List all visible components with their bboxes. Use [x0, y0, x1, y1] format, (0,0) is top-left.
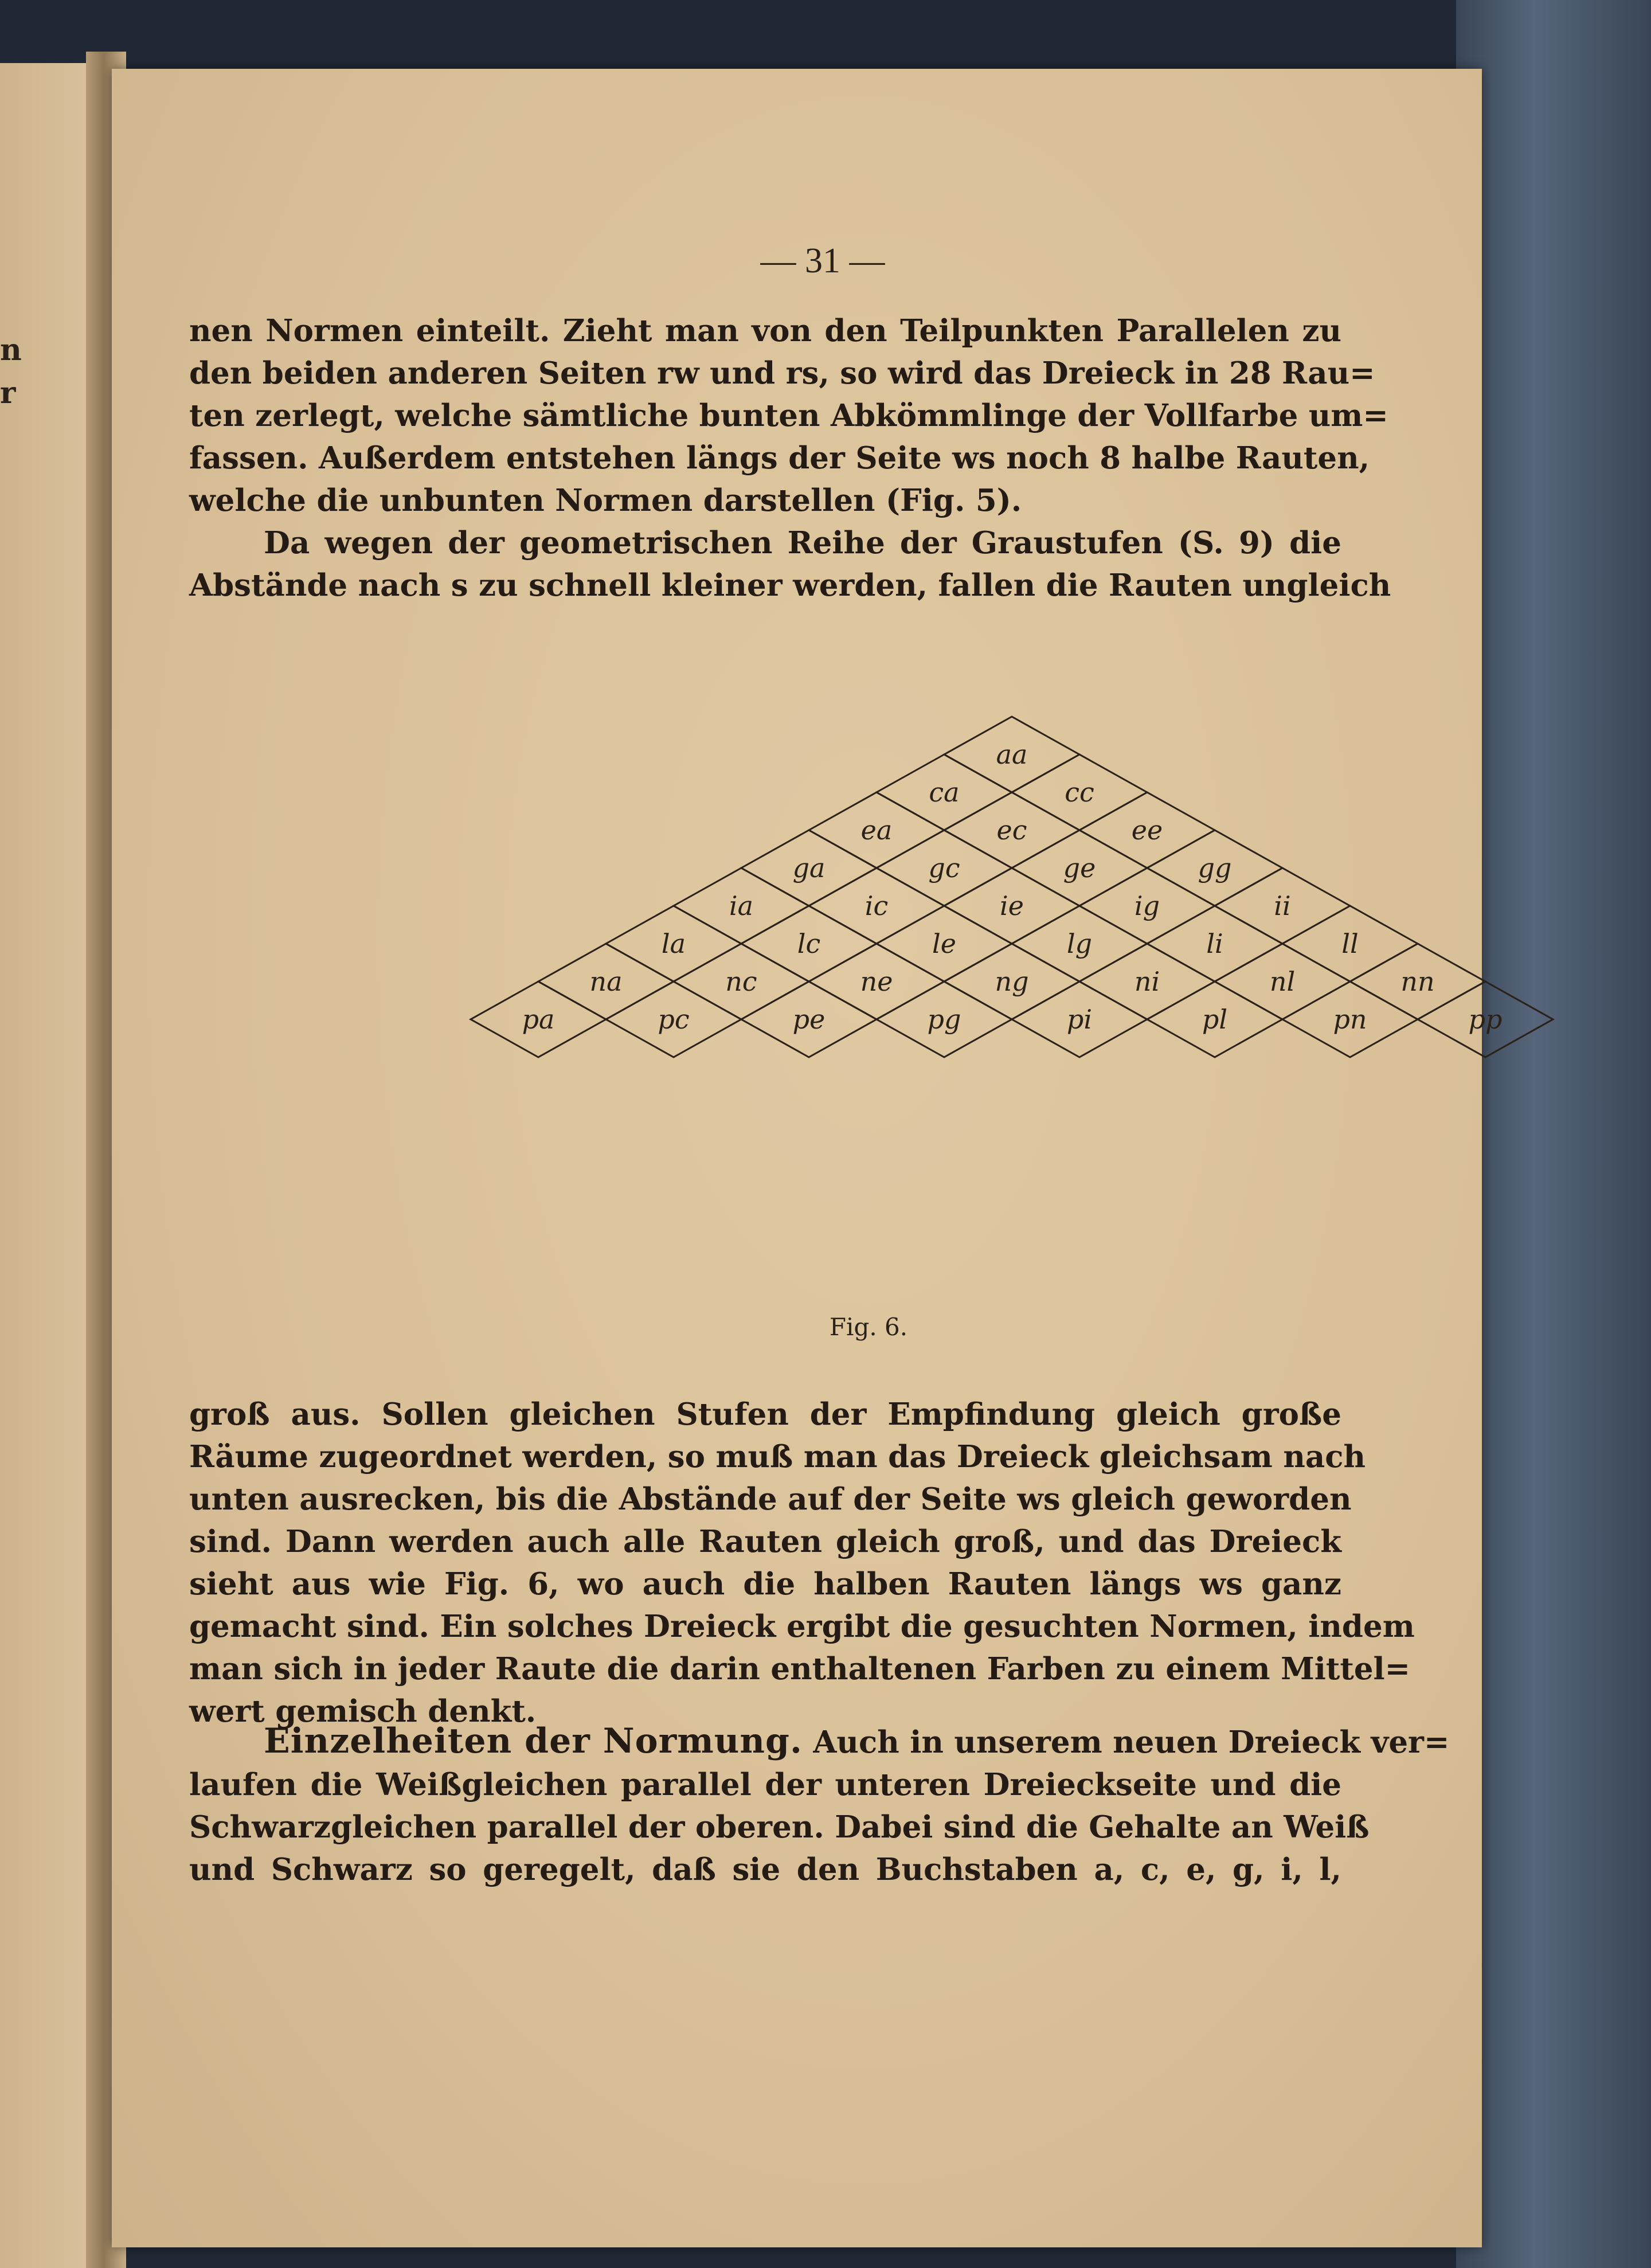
paragraph-section [189, 1720, 1450, 1891]
rhombus-label: ga [792, 853, 826, 883]
text-line: groß aus. Sollen gleichen Stufen der Empfindung gleich große [189, 1397, 1341, 1432]
rhombus-label: ea [860, 815, 893, 846]
rhombus-label: ca [929, 777, 960, 808]
text-line: Räume zugeordnet werden, so muß man das Dreieck gleichsam nach [189, 1439, 1366, 1475]
rhombus-label: ii [1274, 890, 1291, 921]
page-number: — 31 — [760, 241, 885, 280]
rhombus-triangle-figure [398, 642, 1503, 1387]
rhombus-label: ec [996, 815, 1027, 846]
rhombus-label: pi [1066, 1004, 1093, 1035]
paragraph-intro [189, 310, 1391, 607]
text-line: nen Normen einteilt. Zieht man von den Teilpunkten Parallelen zu [189, 313, 1341, 349]
rhombus-label: gg [1198, 853, 1232, 883]
rhombus-label: nl [1269, 966, 1296, 997]
text-line: unten ausrecken, bis die Abstände auf der Seite ws gleich geworden [189, 1481, 1352, 1517]
text-line: ten zerlegt, welche sämtliche bunten Abkömmlinge der Vollfarbe um= [189, 398, 1388, 433]
text-line: sieht aus wie Fig. 6, wo auch die halben Rauten längs ws ganz [189, 1566, 1341, 1602]
rhombus-label: pn [1333, 1004, 1367, 1035]
text-line: welche die unbunten Normen darstellen (Fig. 5). [189, 483, 1022, 518]
text-line: wert gemisch denkt. [189, 1694, 537, 1729]
rhombus-label: pp [1468, 1004, 1503, 1035]
text-fragment: Auch in unserem neuen Dreieck ver= [813, 1725, 1450, 1760]
section-heading: Einzelheiten der Normung. [264, 1721, 803, 1761]
rhombus-label: pa [522, 1004, 555, 1035]
rhombus-label: nn [1400, 966, 1435, 997]
text-line: den beiden anderen Seiten rw und rs, so wird das Dreieck in 28 Rau= [189, 355, 1375, 391]
rhombus-label: aa [996, 739, 1028, 770]
rhombus-label: ne [860, 966, 893, 997]
rhombus-label: ie [1000, 890, 1024, 921]
text-line: Schwarzgleichen parallel der oberen. Dabei sind die Gehalte an Weiß [189, 1809, 1370, 1845]
rhombus-label: gc [928, 853, 960, 883]
rhombus-label: cc [1065, 777, 1094, 808]
text-line: man sich in jeder Raute die darin enthaltenen Farben zu einem Mittel= [189, 1651, 1411, 1687]
rhombus-label: pg [927, 1004, 961, 1035]
rhombus-label: ge [1063, 853, 1096, 883]
text-line: Abstände nach s zu schnell kleiner werden, fallen die Rauten ungleich [189, 568, 1391, 603]
text-line: gemacht sind. Ein solches Dreieck ergibt die gesuchten Normen, indem [189, 1609, 1415, 1644]
rhombus-label: ll [1341, 928, 1359, 959]
rhombus-label: lc [797, 928, 821, 959]
text-line: und Schwarz so geregelt, daß sie den Buchstaben a, c, e, g, i, l, [189, 1852, 1341, 1887]
left-page-fragment: r [0, 376, 16, 410]
rhombus-label: na [589, 966, 623, 997]
rhombus-label: lg [1066, 928, 1093, 959]
text-line: Da wegen der geometrischen Reihe der Graustufen (S. 9) die [264, 525, 1341, 561]
rhombus-label: le [932, 928, 956, 959]
rhombus-label: ni [1134, 966, 1160, 997]
rhombus-label: ee [1131, 815, 1163, 846]
book-cover-edge [1456, 0, 1651, 2268]
book-page [112, 69, 1503, 2247]
text-line: sind. Dann werden auch alle Rauten gleich groß, und das Dreieck [189, 1524, 1341, 1559]
rhombus-label: ng [995, 966, 1029, 997]
rhombus-label: pc [658, 1004, 690, 1035]
text-line: laufen die Weißgleichen parallel der unteren Dreieckseite und die [189, 1767, 1341, 1802]
paragraph-main [189, 1393, 1415, 1733]
rhombus-label: pe [792, 1004, 826, 1035]
rhombus-label: li [1206, 928, 1223, 959]
text-line: fassen. Außerdem entstehen längs der Seite ws noch 8 halbe Rauten, [189, 440, 1370, 476]
figure-svg [398, 642, 1503, 1387]
rhombus-label: nc [725, 966, 757, 997]
left-page-fragment: n [0, 333, 22, 367]
rhombus-label: ic [864, 890, 889, 921]
rhombus-label: ig [1134, 890, 1160, 921]
rhombus-label: ia [729, 890, 754, 921]
rhombus-label: la [661, 928, 686, 959]
text-line [189, 1720, 1450, 1763]
rhombus-label: pl [1202, 1004, 1228, 1035]
left-page-edge [0, 63, 100, 2268]
figure-caption: Fig. 6. [829, 1313, 908, 1341]
